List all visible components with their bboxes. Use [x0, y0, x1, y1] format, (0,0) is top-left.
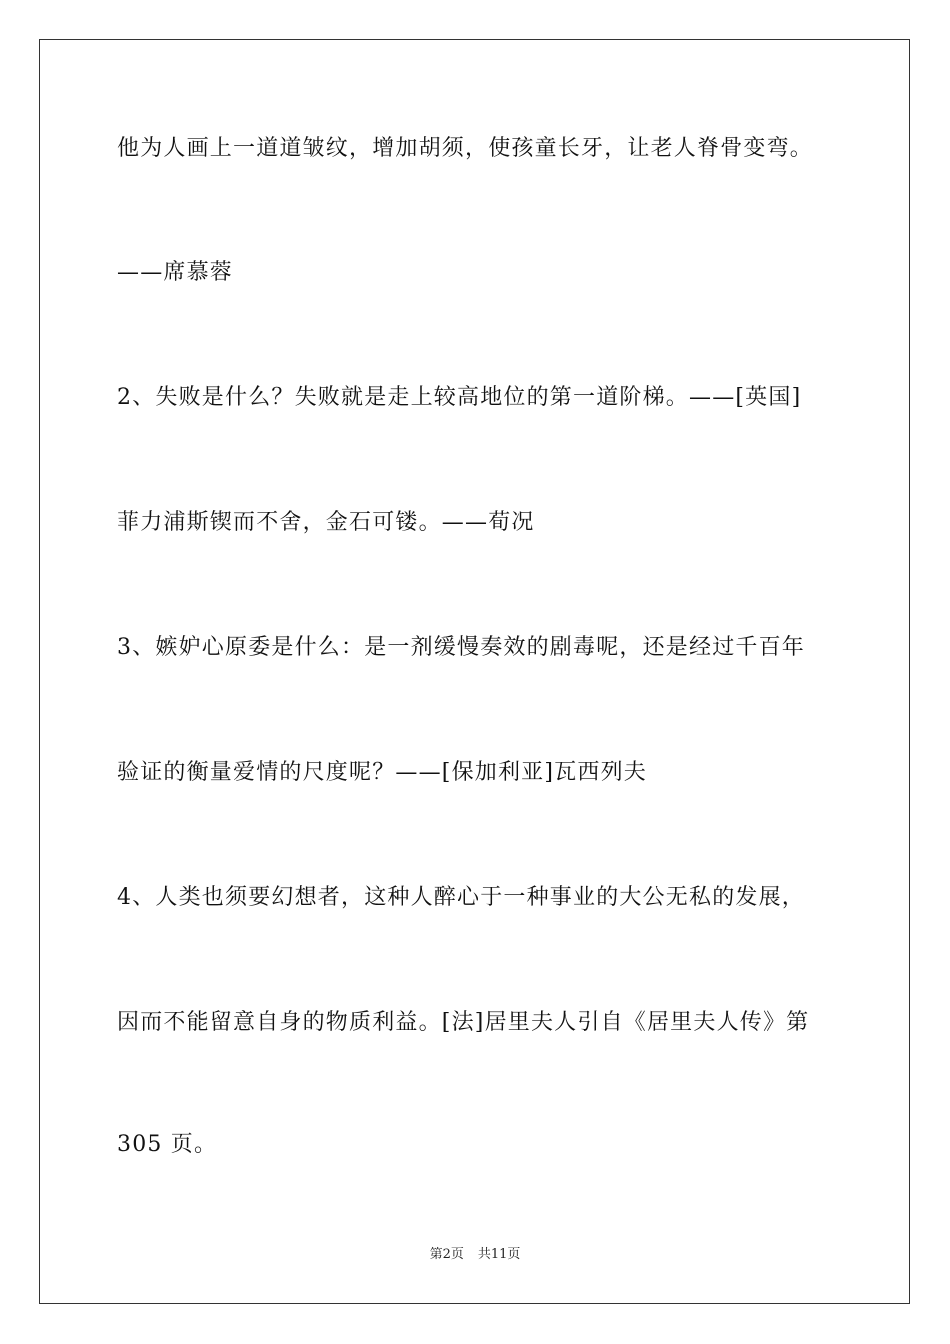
- text-line-1: 他为人画上一道道皱纹，增加胡须，使孩童长牙，让老人脊骨变弯。: [117, 136, 814, 161]
- text-line-5: 3、嫉妒心原委是什么：是一剂缓慢奏效的剧毒呢，还是经过千百年: [117, 635, 805, 660]
- text-line-7: 4、人类也须要幻想者，这种人醉心于一种事业的大公无私的发展，: [117, 885, 805, 910]
- total-pages: 共11页: [477, 1247, 521, 1262]
- text-line-4: 菲力浦斯锲而不舍，金石可镂。——荀况: [117, 510, 535, 535]
- page-border: [39, 39, 910, 1304]
- page-footer: [0, 1246, 950, 1264]
- text-line-9: 305 页。: [117, 1132, 218, 1157]
- page-number: 第2页: [429, 1247, 464, 1262]
- text-line-8: 因而不能留意自身的物质利益。[法]居里夫人引自《居里夫人传》第: [117, 1010, 810, 1035]
- text-line-6: 验证的衡量爱情的尺度呢？——[保加利亚]瓦西列夫: [117, 760, 647, 785]
- text-line-2: ——席慕蓉: [117, 260, 234, 285]
- text-line-3: 2、失败是什么？失败就是走上较高地位的第一道阶梯。——[英国]: [117, 385, 802, 410]
